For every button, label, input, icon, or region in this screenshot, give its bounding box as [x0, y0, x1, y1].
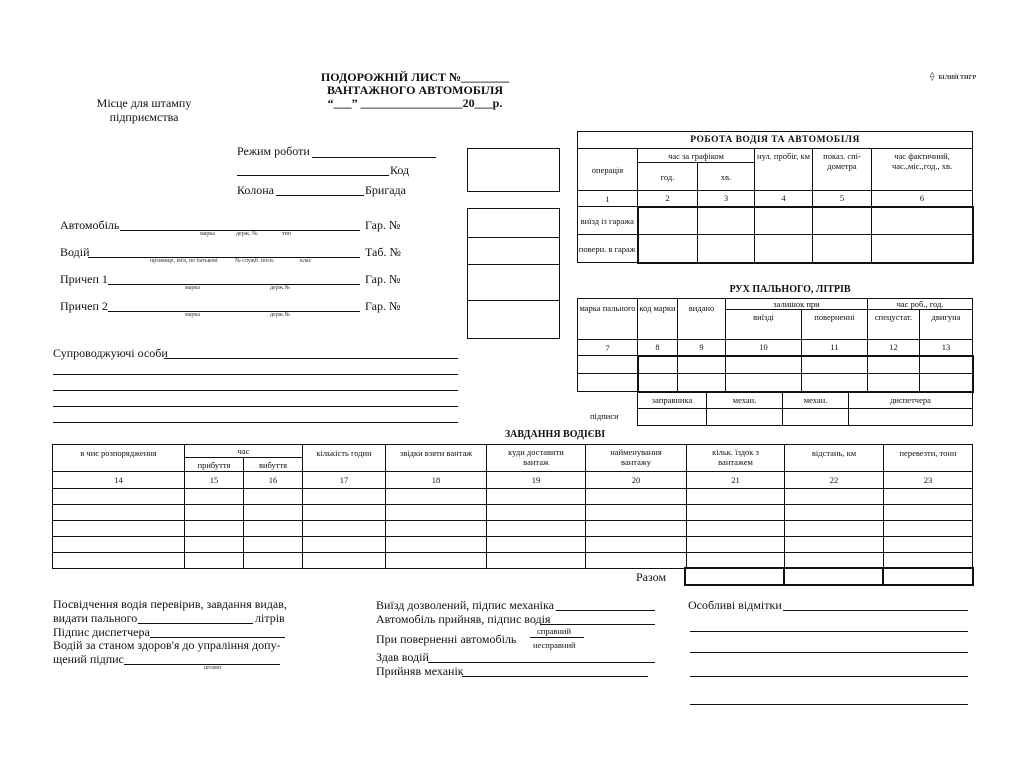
- logo: [930, 66, 976, 84]
- task-col-to: куди доставити вантаж: [487, 445, 586, 472]
- task-cell[interactable]: [185, 521, 244, 537]
- task-cell[interactable]: [386, 505, 487, 521]
- task-num: 20: [586, 472, 687, 489]
- task-col-tons: перевезти, тонн: [884, 445, 973, 472]
- health-check-text: Водій за станом здоров'я до упраління допу-: [53, 638, 281, 652]
- work-col-minutes: хв.: [698, 163, 755, 191]
- task-cell[interactable]: [785, 489, 884, 505]
- special-notes-field-3[interactable]: [690, 652, 968, 653]
- task-cell[interactable]: [185, 537, 244, 553]
- car-accepted-field[interactable]: [540, 624, 655, 625]
- trailer1-sub-brand: марка: [185, 285, 200, 291]
- fuel-col-worktime: час роб., год.: [868, 299, 973, 310]
- fuel-cell[interactable]: [726, 374, 802, 392]
- task-cell[interactable]: [487, 521, 586, 537]
- column-field[interactable]: [276, 195, 364, 196]
- driver-field[interactable]: [88, 257, 360, 258]
- logo-text: БІЛИЙ ТИГР: [938, 75, 977, 81]
- task-col-hours: кількість годин: [303, 445, 386, 472]
- work-cell[interactable]: [698, 207, 755, 235]
- work-cell[interactable]: [638, 235, 698, 263]
- fuel-col-special: спецустат.: [868, 310, 920, 340]
- work-col-operation: операція: [578, 149, 638, 191]
- fuel-table-title: РУХ ПАЛЬНОГО, ЛІТРІВ: [729, 284, 851, 295]
- stamp-caption: штамп: [204, 665, 221, 671]
- issue-fuel-label: видати пального: [53, 611, 138, 625]
- handed-driver-field[interactable]: [428, 662, 655, 663]
- trailer2-field[interactable]: [108, 311, 360, 312]
- task-num: 19: [487, 472, 586, 489]
- fuel-cell[interactable]: [802, 374, 868, 392]
- fuel-cell[interactable]: [920, 356, 973, 374]
- escort-field-3[interactable]: [53, 390, 458, 391]
- fuel-num: 12: [868, 340, 920, 356]
- trailer1-label: Причеп 1: [60, 272, 108, 286]
- task-cell[interactable]: [586, 537, 687, 553]
- title-line2: ВАНТАЖНОГО АВТОМОБІЛЯ: [326, 83, 504, 97]
- task-row: [53, 521, 973, 537]
- work-num: 1: [578, 191, 638, 207]
- title-date: “___” _________________20___р.: [327, 96, 503, 110]
- dispatch-check-text: Посвідчення водія перевірив, завдання видав,: [53, 597, 287, 611]
- trailer2-sub-number: держ.№: [270, 312, 291, 318]
- signatures-label: підписи: [590, 411, 619, 421]
- fuel-cell[interactable]: [578, 356, 638, 374]
- task-row: [53, 537, 973, 553]
- fuel-cell[interactable]: [802, 356, 868, 374]
- fuel-cell[interactable]: [726, 356, 802, 374]
- gar3-label: Гар. №: [365, 299, 401, 313]
- task-cell[interactable]: [185, 553, 244, 569]
- driver-label: Водій: [60, 245, 90, 259]
- health-sign-field[interactable]: [124, 664, 280, 665]
- task-cell[interactable]: [53, 489, 185, 505]
- escort-field-2[interactable]: [53, 374, 458, 375]
- trailer1-sub-number: держ.№: [270, 285, 291, 291]
- task-cell[interactable]: [586, 505, 687, 521]
- fuel-cell[interactable]: [578, 374, 638, 392]
- task-num: 17: [303, 472, 386, 489]
- fuel-col-code: код марки: [638, 299, 678, 340]
- task-cell[interactable]: [303, 505, 386, 521]
- fuel-col-issued: видано: [678, 299, 726, 340]
- tiger-logo-icon: ⟠: [930, 71, 935, 81]
- work-cell[interactable]: [872, 207, 973, 235]
- task-cell[interactable]: [884, 537, 973, 553]
- work-num: 5: [813, 191, 872, 207]
- driver-sub-name: прізвище, ім'я, по батькові: [150, 258, 218, 264]
- sign-cell[interactable]: [638, 408, 707, 425]
- total-label: Разом: [636, 570, 667, 584]
- special-notes-field-5[interactable]: [690, 704, 968, 705]
- stamp-place-line2: підприємства: [109, 110, 179, 124]
- task-cell[interactable]: [586, 521, 687, 537]
- fuel-num: 10: [726, 340, 802, 356]
- work-row-departure: виїзд із гаража: [578, 207, 638, 235]
- title-line1: ПОДОРОЖНІЙ ЛИСТ №________: [320, 70, 510, 84]
- escort-label: Супроводжуючі особи: [53, 346, 168, 360]
- task-row: [53, 489, 973, 505]
- code-field[interactable]: [237, 175, 389, 176]
- work-cell[interactable]: [698, 235, 755, 263]
- work-table-title: РОБОТА ВОДІЯ ТА АВТОМОБІЛЯ: [578, 132, 973, 149]
- sign-dispatcher: диспетчера: [849, 392, 973, 408]
- task-cell[interactable]: [687, 537, 785, 553]
- accepted-mechanic-label: Прийняв механік: [376, 664, 464, 678]
- total-distance-cell[interactable]: [784, 568, 883, 585]
- mode-label: Режим роботи: [237, 144, 310, 158]
- doc-title: [300, 70, 530, 110]
- task-table-title: ЗАВДАННЯ ВОДІЄВІ: [504, 429, 606, 440]
- task-cell[interactable]: [53, 505, 185, 521]
- task-col-arrival: прибуття: [185, 458, 244, 472]
- task-cell[interactable]: [244, 505, 303, 521]
- mode-field[interactable]: [312, 157, 436, 158]
- total-trips-cell[interactable]: [685, 568, 784, 585]
- fuel-num: 8: [638, 340, 678, 356]
- fuel-col-remainder: залишок при: [726, 299, 868, 310]
- work-num: 4: [755, 191, 813, 207]
- task-cell[interactable]: [687, 505, 785, 521]
- task-cell[interactable]: [487, 553, 586, 569]
- total-tons-cell[interactable]: [883, 568, 973, 585]
- gar1-label: Гар. №: [365, 218, 401, 232]
- handed-driver-label: Здав водій: [376, 650, 429, 664]
- fuel-table: [577, 298, 974, 393]
- task-col-cargo: найменування вантажу: [586, 445, 687, 472]
- driver-sub-class: клас: [300, 258, 312, 264]
- work-cell[interactable]: [638, 207, 698, 235]
- column-label: Колона: [237, 183, 274, 197]
- trailer1-field[interactable]: [108, 284, 360, 285]
- trailer2-sub-brand: марка: [185, 312, 200, 318]
- task-cell[interactable]: [386, 489, 487, 505]
- work-cell[interactable]: [755, 235, 813, 263]
- task-cell[interactable]: [244, 553, 303, 569]
- escort-field-4[interactable]: [53, 406, 458, 407]
- dispatcher-sign-label: Підпис диспетчера: [53, 625, 150, 639]
- task-num: 15: [185, 472, 244, 489]
- work-col-odometer: нул. пробіг, км: [755, 149, 813, 191]
- task-row: [53, 505, 973, 521]
- task-cell[interactable]: [244, 537, 303, 553]
- fuel-cell[interactable]: [638, 374, 678, 392]
- task-cell[interactable]: [53, 553, 185, 569]
- sign-cell[interactable]: [707, 408, 783, 425]
- task-cell[interactable]: [487, 505, 586, 521]
- task-cell[interactable]: [687, 521, 785, 537]
- code-label: Код: [390, 163, 410, 177]
- exit-allowed-label: Виїзд дозволений, підпис механіка: [376, 598, 554, 612]
- fuel-cell[interactable]: [638, 356, 678, 374]
- task-cell[interactable]: [244, 489, 303, 505]
- stamp-place-line1: Місце для штампу: [96, 96, 192, 110]
- task-cell[interactable]: [687, 489, 785, 505]
- fuel-col-return: поверненні: [802, 310, 868, 340]
- health-sign-label: щений підпис: [53, 652, 124, 666]
- stamp-box: [467, 148, 560, 192]
- task-num: 22: [785, 472, 884, 489]
- task-cell[interactable]: [303, 489, 386, 505]
- accepted-mechanic-field[interactable]: [462, 676, 648, 677]
- exit-allowed-field[interactable]: [556, 610, 655, 611]
- fuel-num: 9: [678, 340, 726, 356]
- work-row-return: поверн. в гараж: [578, 235, 638, 263]
- sign-mechanic-1: механ.: [707, 392, 783, 408]
- task-cell[interactable]: [487, 537, 586, 553]
- work-cell[interactable]: [813, 235, 872, 263]
- car-sub-brand: марка: [200, 231, 215, 237]
- task-cell[interactable]: [386, 521, 487, 537]
- sign-cell[interactable]: [783, 408, 849, 425]
- task-col-owner: в чиє розпорядження: [53, 445, 185, 472]
- fuel-num: 13: [920, 340, 973, 356]
- liters-label: літрів: [255, 611, 285, 625]
- task-cell[interactable]: [185, 489, 244, 505]
- task-cell[interactable]: [487, 489, 586, 505]
- work-col-hours: год.: [638, 163, 698, 191]
- task-cell[interactable]: [785, 537, 884, 553]
- status-ok-option[interactable]: справний: [537, 626, 572, 636]
- stamp-place: [84, 96, 204, 124]
- brigade-label: Бригада: [365, 183, 406, 197]
- fuel-col-brand: марка пального: [578, 299, 638, 340]
- fuel-cell[interactable]: [868, 374, 920, 392]
- tab-label: Таб. №: [365, 245, 401, 259]
- special-notes-label: Особливі відмітки: [688, 598, 782, 612]
- sign-mechanic-2: механ.: [783, 392, 849, 408]
- work-col-actual: час фактичний, час.,міс.,год., хв.: [872, 149, 973, 191]
- task-cell[interactable]: [586, 553, 687, 569]
- work-num: 6: [872, 191, 973, 207]
- fuel-cell[interactable]: [678, 374, 726, 392]
- work-col-schedule: час за графіком: [638, 149, 755, 163]
- work-cell[interactable]: [755, 207, 813, 235]
- on-return-label: При поверненні автомобіль: [376, 632, 517, 646]
- work-num: 2: [638, 191, 698, 207]
- fuel-col-engine: двигуна: [920, 310, 973, 340]
- gar2-label: Гар. №: [365, 272, 401, 286]
- task-cell[interactable]: [884, 489, 973, 505]
- task-cell[interactable]: [884, 505, 973, 521]
- work-table: [577, 131, 974, 264]
- sign-refueler: заправника: [638, 392, 707, 408]
- task-num: 18: [386, 472, 487, 489]
- task-num: 23: [884, 472, 973, 489]
- task-cell[interactable]: [185, 505, 244, 521]
- task-col-distance: відстань, км: [785, 445, 884, 472]
- fuel-num: 11: [802, 340, 868, 356]
- fuel-signatures: [637, 392, 973, 426]
- fuel-cell[interactable]: [678, 356, 726, 374]
- task-cell[interactable]: [884, 521, 973, 537]
- task-col-departure: вибуття: [244, 458, 303, 472]
- car-accepted-label: Автомобіль прийняв, підпис водія: [376, 612, 551, 626]
- task-table: [52, 444, 973, 569]
- special-notes-field-1[interactable]: [783, 610, 968, 611]
- driver-sub-id: № служб. посв.: [235, 258, 275, 264]
- task-cell[interactable]: [386, 537, 487, 553]
- task-col-time: час: [185, 445, 303, 458]
- task-cell[interactable]: [785, 521, 884, 537]
- special-notes-field-4[interactable]: [690, 676, 968, 677]
- task-cell[interactable]: [53, 537, 185, 553]
- fuel-cell[interactable]: [920, 374, 973, 392]
- task-cell[interactable]: [303, 521, 386, 537]
- task-cell[interactable]: [244, 521, 303, 537]
- task-cell[interactable]: [785, 505, 884, 521]
- task-cell[interactable]: [303, 537, 386, 553]
- car-sub-type: тип: [282, 231, 292, 237]
- work-col-speedometer: показ. спі- дометра: [813, 149, 872, 191]
- task-col-from: звідки взяти вантаж: [386, 445, 487, 472]
- sign-cell[interactable]: [849, 408, 973, 425]
- task-cell[interactable]: [53, 521, 185, 537]
- car-sub-number: держ. №: [236, 231, 258, 237]
- numbers-box: [467, 208, 560, 339]
- total-row: [684, 567, 974, 586]
- task-cell[interactable]: [586, 489, 687, 505]
- fuel-num: 7: [578, 340, 638, 356]
- task-num: 16: [244, 472, 303, 489]
- task-cell[interactable]: [386, 553, 487, 569]
- escort-field-5[interactable]: [53, 422, 458, 423]
- task-num: 14: [53, 472, 185, 489]
- fuel-cell[interactable]: [868, 356, 920, 374]
- escort-field-1[interactable]: [164, 358, 458, 359]
- trailer2-label: Причеп 2: [60, 299, 108, 313]
- task-cell[interactable]: [303, 553, 386, 569]
- task-num: 21: [687, 472, 785, 489]
- task-col-trips: кільк. їздок з вантажем: [687, 445, 785, 472]
- work-num: 3: [698, 191, 755, 207]
- status-bad-option[interactable]: несправний: [533, 640, 576, 650]
- special-notes-field-2[interactable]: [690, 631, 968, 632]
- fuel-col-departure: виїзді: [726, 310, 802, 340]
- work-cell[interactable]: [813, 207, 872, 235]
- work-cell[interactable]: [872, 235, 973, 263]
- issue-fuel-field[interactable]: [138, 623, 253, 624]
- car-label: Автомобіль: [60, 218, 120, 232]
